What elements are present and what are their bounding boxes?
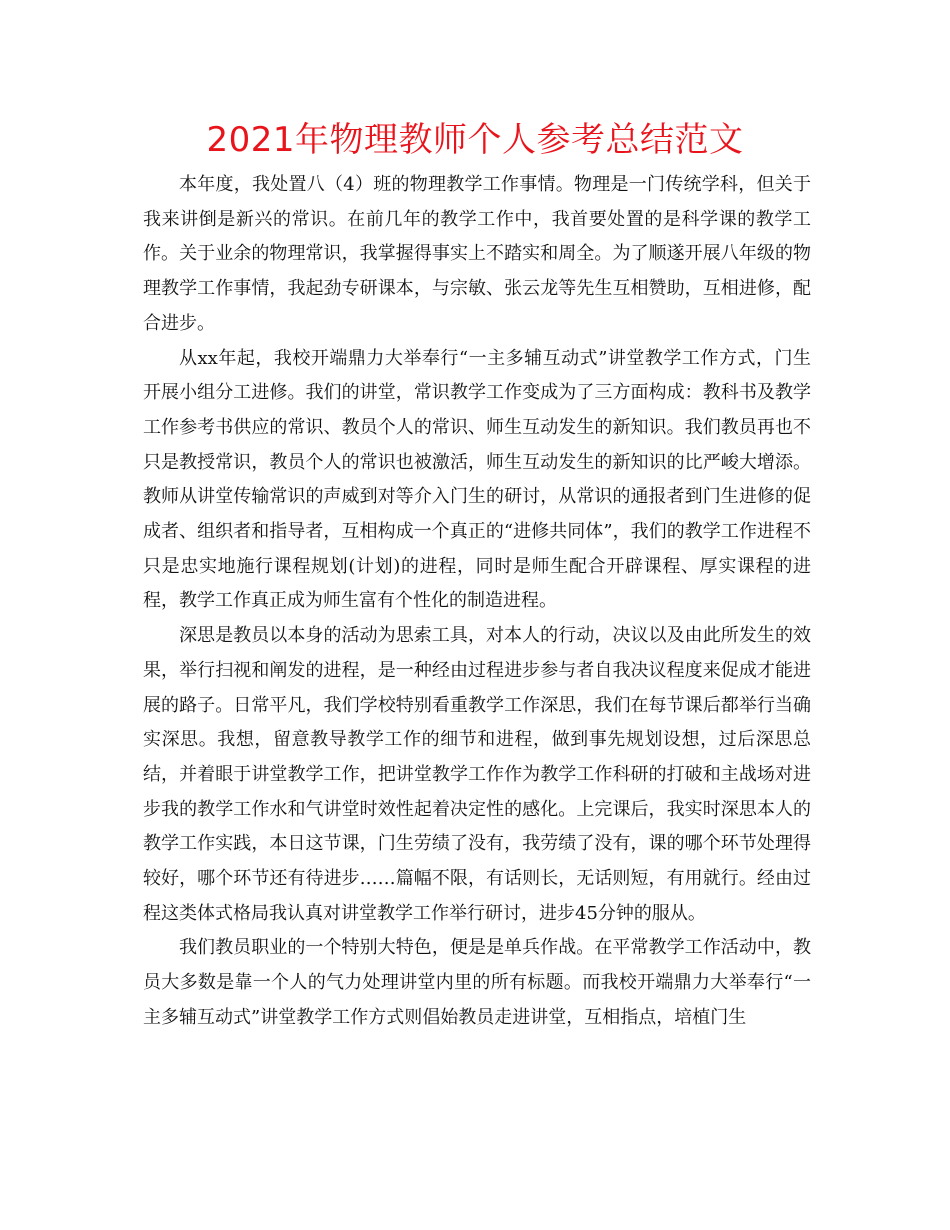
document-title: 2021年物理教师个人参考总结范文 — [206, 120, 744, 160]
paragraph-3: 深思是教员以本身的活动为思索工具，对本人的行动，决议以及由此所发生的效果，举行扫视和阐发的进程，是一种经由过程进步参与者自我决议程度来促成才能进展的路子。日常平凡，我们学校特别看重教学工作深思，我们在每节课后都举行当确实深思。我想，留意教导教学工作的细节和进程，做到事先规划设想，过后深思总结，并着眼于讲堂教学工作，把讲堂教学工作作为教学工作科研的打破和主战场对进步我的教学工作水和气讲堂时效性起着决定性的感化。上完课后，我实时深思本人的教学工作实践，本日这节课，门生劳绩了没有，我劳绩了没有，课的哪个环节处理得较好，哪个环节还有待进步……篇幅不限，有话则长，无话则短，有用就行。经由过程这类体式格局我认真对讲堂教学工作举行研讨，进步45分钟的服从。 — [143, 625, 811, 924]
paragraph-2: 从xx年起，我校开端鼎力大举奉行“一主多辅互动式”讲堂教学工作方式，门生开展小组分工进修。我们的讲堂，常识教学工作变成为了三方面构成：教科书及教学工作参考书供应的常识、教员个人的常识、师生互动发生的新知识。我们教员再也不只是教授常识，教员个人的常识也被激活，师生互动发生的新知识的比严峻大增添。教师从讲堂传输常识的声威到对等介入门生的研讨，从常识的通报者到门生进修的促成者、组织者和指导者，互相构成一个真正的“进修共同体”，我们的教学工作进程不只是忠实地施行课程规划(计划)的进程，同时是师生配合开辟课程、厚实课程的进程，教学工作真正成为师生富有个性化的制造进程。 — [143, 347, 811, 612]
paragraph-1: 本年度，我处置八（4）班的物理教学工作事情。物理是一门传统学科，但关于我来讲倒是新兴的常识。在前几年的教学工作中，我首要处置的是科学课的教学工作。关于业余的物理常识，我掌握得事实上不踏实和周全。为了顺遂开展八年级的物理教学工作事情，我起劲专研课本，与宗敏、张云龙等先生互相赞助，互相进修，配合进步。 — [143, 174, 811, 334]
document-body — [143, 168, 811, 1036]
paragraph-4: 我们教员职业的一个特别大特色，便是是单兵作战。在平常教学工作活动中，教员大多数是靠一个人的气力处理讲堂内里的所有标题。而我校开端鼎力大举奉行“一主多辅互动式”讲堂教学工作方式则倡始教员走进讲堂，互相指点，培植门生 — [143, 937, 811, 1028]
